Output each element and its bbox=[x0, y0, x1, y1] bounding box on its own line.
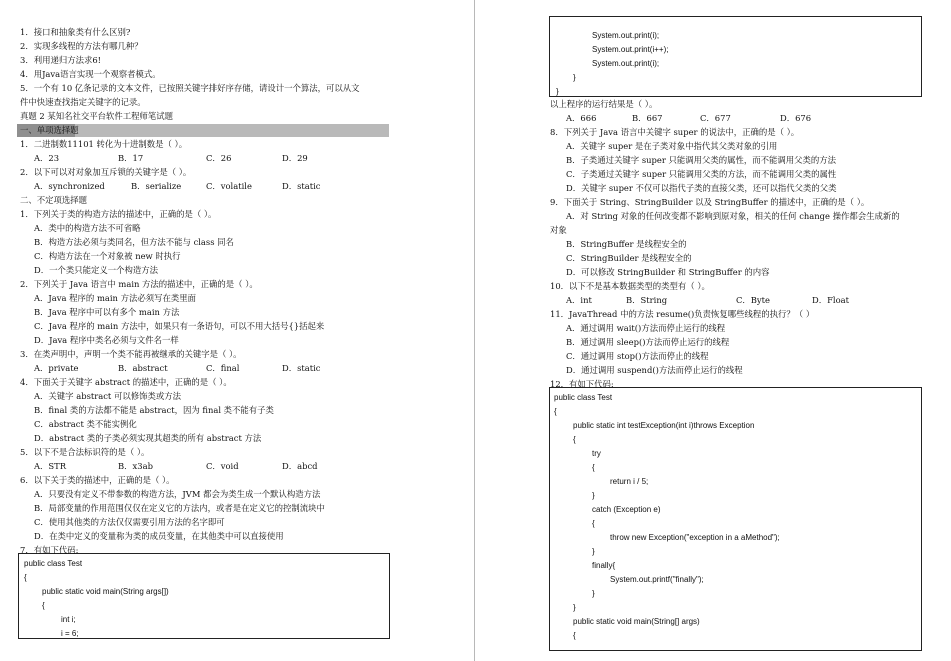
text-line: D．676 bbox=[780, 113, 812, 123]
text-line: A．STR bbox=[34, 461, 67, 471]
text-line: D．29 bbox=[282, 153, 308, 163]
code-line: { bbox=[24, 573, 27, 582]
text-line: A．关键字 abstract 可以修饰类或方法 bbox=[34, 391, 181, 401]
code-line: System.out.printf("finally"); bbox=[610, 575, 704, 584]
text-line: A．关键字 super 是在子类对象中指代其父类对象的引用 bbox=[566, 141, 778, 151]
text-line: C．Java 程序的 main 方法中，如果只有一条语句，可以不用大括号{}括起来 bbox=[34, 321, 325, 331]
text-line: C．final bbox=[206, 363, 240, 373]
text-line: B．Java 程序中可以有多个 main 方法 bbox=[34, 307, 180, 317]
text-line: C．使用其他类的方法仅仅需要引用方法的名字即可 bbox=[34, 517, 225, 527]
text-line: 1．接口和抽象类有什么区别? bbox=[20, 27, 131, 37]
code-line: } bbox=[592, 547, 595, 556]
text-line: 2．实现多线程的方法有哪几种？ bbox=[20, 41, 143, 51]
text-line: 11．JavaThread 中的方法 resume()负责恢复哪些线程的执行？（ ） bbox=[550, 309, 815, 319]
text-line: A．private bbox=[34, 363, 79, 373]
text-line: B．局部变量的作用范围仅仅在定义它的方法内，或者是在定义它的控制流块中 bbox=[34, 503, 325, 513]
code-line: finally{ bbox=[592, 561, 616, 570]
text-line: 9．下面关于 String、StringBuilder 以及 StringBuffer 的描述中，正确的是（ ）。 bbox=[550, 197, 870, 207]
text-line: A．23 bbox=[34, 153, 60, 163]
text-line: C．通过调用 stop()方法而停止的线程 bbox=[566, 351, 709, 361]
text-line: 10．以下不是基本数据类型的类型有（ ）。 bbox=[550, 281, 710, 291]
text-line: B．final 类的方法都不能是 abstract，因为 final 类不能有子类 bbox=[34, 405, 274, 415]
text-line: B．通过调用 sleep()方法而停止运行的线程 bbox=[566, 337, 730, 347]
text-line: C．子类通过关键字 super 只能调用父类的方法，而不能调用父类的属性 bbox=[566, 169, 837, 179]
code-line: public static void main(String args[]) bbox=[42, 587, 169, 596]
text-line: A．Java 程序的 main 方法必须写在类里面 bbox=[34, 293, 196, 303]
code-line: } bbox=[573, 603, 576, 612]
text-line: 一、单项选择题 bbox=[20, 125, 79, 135]
text-line: B．子类通过关键字 super 只能调用父类的属性，而不能调用父类的方法 bbox=[566, 155, 836, 165]
page-divider bbox=[474, 0, 475, 661]
text-line: 真题 2 某知名社交平台软件工程师笔试题 bbox=[20, 111, 174, 121]
text-line: 12．有如下代码: bbox=[550, 379, 614, 389]
text-line: A．只要没有定义不带参数的构造方法，JVM 都会为类生成一个默认构造方法 bbox=[34, 489, 321, 499]
code-line: public class Test bbox=[24, 559, 83, 568]
text-line: 5．一个有 10 亿条记录的文本文件，已按照关键字排好序存储，请设计一个算法，可以从文 bbox=[20, 83, 360, 93]
text-line: B．String bbox=[626, 295, 668, 305]
text-line: A．通过调用 wait()方法而停止运行的线程 bbox=[566, 323, 726, 333]
code-line: { bbox=[554, 407, 557, 416]
text-line: C．构造方法在一个对象被 new 时执行 bbox=[34, 251, 181, 261]
text-line: C．Byte bbox=[736, 295, 770, 305]
text-line: C．677 bbox=[700, 113, 731, 123]
code-line: } bbox=[592, 491, 595, 500]
text-line: D．static bbox=[282, 181, 321, 191]
code-line: throw new Exception("exception in a aMethod"); bbox=[610, 533, 780, 542]
text-line: C．void bbox=[206, 461, 239, 471]
text-line: C．StringBuilder 是线程安全的 bbox=[566, 253, 692, 263]
code-line: public class Test bbox=[554, 393, 613, 402]
text-line: 对象 bbox=[550, 225, 567, 235]
code-line: try bbox=[592, 449, 601, 458]
text-line: 2．下列关于 Java 语言中 main 方法的描述中，正确的是（ ）。 bbox=[20, 279, 258, 289]
text-line: 7．有如下代码: bbox=[20, 545, 79, 555]
text-line: D．abcd bbox=[282, 461, 318, 471]
code-line: catch (Exception e) bbox=[592, 505, 661, 514]
code-line: System.out.print(i); bbox=[592, 59, 660, 68]
text-line: 二、不定项选择题 bbox=[20, 195, 87, 205]
text-line: D．在类中定义的变量称为类的成员变量，在其他类中可以直接使用 bbox=[34, 531, 284, 541]
code-line: public static void main(String[] args) bbox=[573, 617, 700, 626]
code-line: { bbox=[573, 435, 576, 444]
code-line: int i; bbox=[61, 615, 76, 624]
text-line: D．关键字 super 不仅可以指代子类的直接父类，还可以指代父类的父类 bbox=[566, 183, 837, 193]
text-line: 3．利用递归方法求6! bbox=[20, 55, 102, 65]
text-line: A．类中的构造方法不可省略 bbox=[34, 223, 141, 233]
code-line: System.out.print(i++); bbox=[592, 45, 669, 54]
text-line: A．666 bbox=[566, 113, 597, 123]
code-line: } bbox=[573, 73, 576, 82]
text-line: D．可以修改 StringBuilder 和 StringBuffer 的内容 bbox=[566, 267, 770, 277]
code-line: { bbox=[592, 463, 595, 472]
text-line: 1．二进制数11101 转化为十进制数是（ ）。 bbox=[20, 139, 188, 149]
text-line: C．volatile bbox=[206, 181, 252, 191]
code-box-q7-continued bbox=[549, 16, 922, 97]
code-line: System.out.print(i); bbox=[592, 31, 660, 40]
text-line: B．x3ab bbox=[118, 461, 153, 471]
text-line: D．abstract 类的子类必须实现其超类的所有 abstract 方法 bbox=[34, 433, 262, 443]
text-line: B．667 bbox=[632, 113, 663, 123]
code-line: { bbox=[42, 601, 45, 610]
text-line: D．通过调用 suspend()方法而停止运行的线程 bbox=[566, 365, 743, 375]
code-line: i = 6; bbox=[61, 629, 79, 638]
text-line: 以上程序的运行结果是（ ）。 bbox=[550, 99, 658, 109]
text-line: D．Java 程序中类名必须与文件名一样 bbox=[34, 335, 179, 345]
code-line: { bbox=[573, 631, 576, 640]
text-line: B．构造方法必须与类同名，但方法不能与 class 同名 bbox=[34, 237, 234, 247]
text-line: 2．以下可以对对象加互斥锁的关键字是（ ）。 bbox=[20, 167, 192, 177]
text-line: B．abstract bbox=[118, 363, 168, 373]
text-line: A．synchronized bbox=[34, 181, 105, 191]
text-line: C．abstract 类不能实例化 bbox=[34, 419, 137, 429]
text-line: 1．下列关于类的构造方法的描述中，正确的是（ ）。 bbox=[20, 209, 217, 219]
code-line: } bbox=[592, 589, 595, 598]
text-line: B．17 bbox=[118, 153, 144, 163]
text-line: A．对 String 对象的任何改变都不影响到原对象，相关的任何 change 操作都会生成新的 bbox=[566, 211, 900, 221]
text-line: B．serialize bbox=[131, 181, 182, 191]
text-line: 件中快速查找指定关键字的记录。 bbox=[20, 97, 146, 107]
text-line: D．Float bbox=[812, 295, 849, 305]
text-line: 5．以下不是合法标识符的是（ ）。 bbox=[20, 447, 150, 457]
code-line: { bbox=[592, 519, 595, 528]
code-line: return i / 5; bbox=[610, 477, 649, 486]
text-line: D．static bbox=[282, 363, 321, 373]
text-line: 8．下列关于 Java 语言中关键字 super 的说法中，正确的是（ ）。 bbox=[550, 127, 800, 137]
text-line: B．StringBuffer 是线程安全的 bbox=[566, 239, 687, 249]
code-line: public static int testException(int i)throws Exception bbox=[573, 421, 755, 430]
text-line: 6．以下关于类的描述中，正确的是（ ）。 bbox=[20, 475, 175, 485]
text-line: D．一个类只能定义一个构造方法 bbox=[34, 265, 158, 275]
text-line: A．int bbox=[566, 295, 592, 305]
code-line: } bbox=[556, 87, 559, 96]
text-line: 4．用Java语言实现一个观察者模式。 bbox=[20, 69, 161, 79]
text-line: C．26 bbox=[206, 153, 232, 163]
text-line: 4．下面关于关键字 abstract 的描述中，正确的是（ ）。 bbox=[20, 377, 232, 387]
text-line: 3．在类声明中，声明一个类不能再被继承的关键字是（ ）。 bbox=[20, 349, 242, 359]
